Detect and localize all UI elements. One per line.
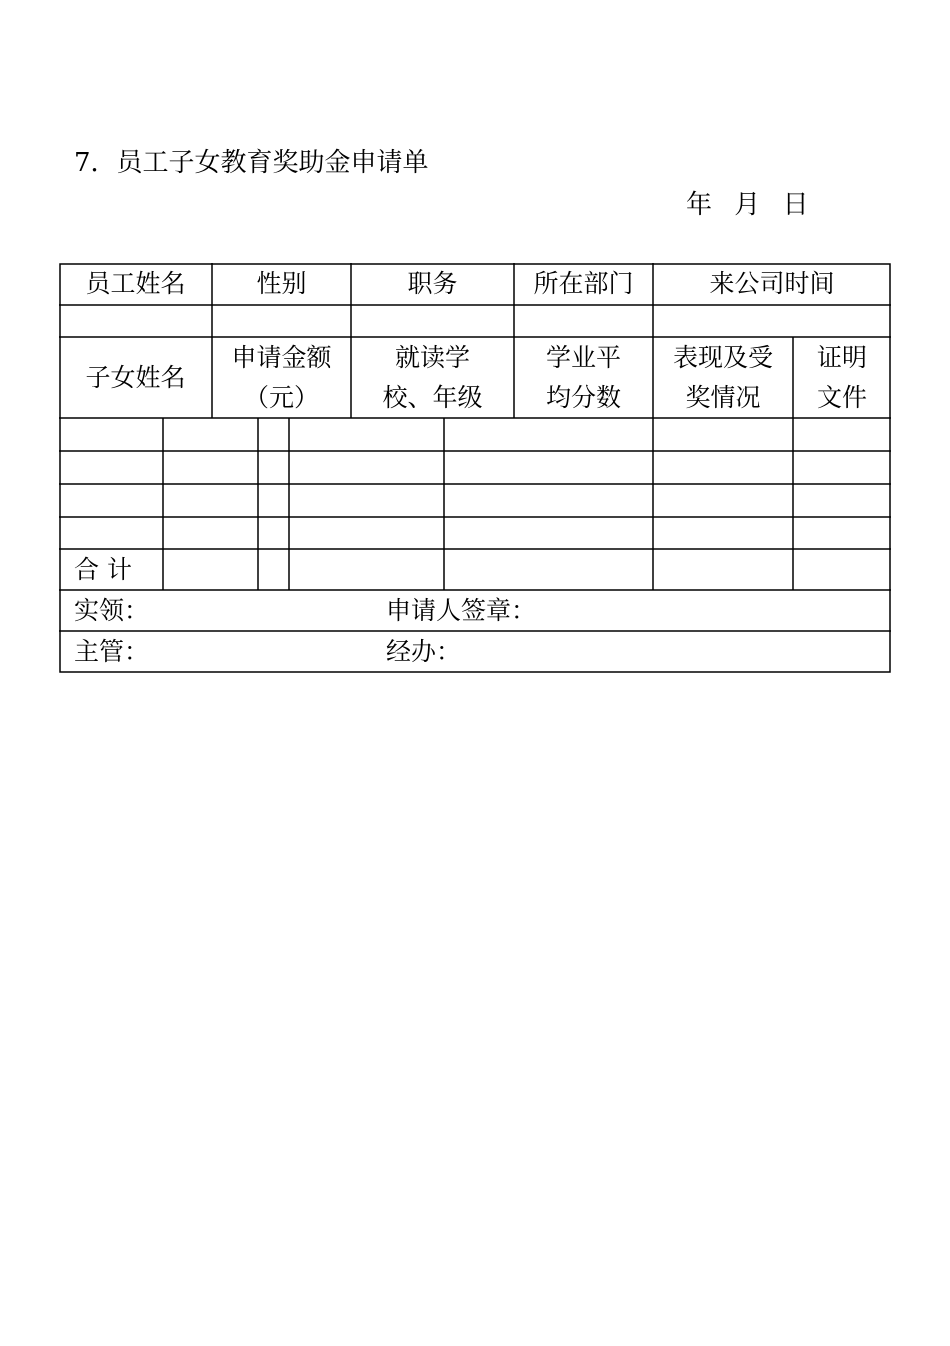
join-date-field[interactable] (653, 305, 891, 337)
child-row-2[interactable] (59, 451, 891, 484)
header-amount (212, 337, 351, 418)
child-row-1[interactable] (59, 418, 891, 451)
header-join-date: 来公司时间 (709, 269, 835, 298)
applicant-signature-label: 申请人签章： (386, 595, 537, 625)
header-school-grade (351, 337, 514, 418)
child-row-4[interactable] (59, 517, 891, 549)
header-awards-line2: 奖情况 (685, 382, 761, 412)
header-child-name: 子女姓名 (85, 362, 186, 392)
received-label: 实领： (74, 595, 150, 625)
header-amount-line1: 申请金额 (231, 342, 332, 372)
date-day-label: 日 (782, 190, 809, 220)
child-row-3[interactable] (59, 484, 891, 517)
header-gpa (514, 337, 653, 418)
header-awards-line1: 表现及受 (672, 342, 773, 372)
header-employee-name: 员工姓名 (85, 269, 186, 298)
header-proof-docs (793, 337, 891, 418)
date-year-label: 年 (686, 190, 713, 220)
header-position: 职务 (407, 269, 458, 298)
form-title: 7．员工子女教育奖助金申请单 (74, 148, 429, 178)
header-school-line1: 就读学 (394, 342, 470, 372)
handler-label: 经办： (386, 636, 462, 666)
header-department: 所在部门 (533, 269, 634, 298)
header-gpa-line2: 均分数 (545, 382, 621, 412)
header-proof-line1: 证明 (816, 342, 867, 372)
position-field[interactable] (351, 305, 514, 337)
header-proof-line2: 文件 (816, 382, 867, 412)
department-field[interactable] (514, 305, 653, 337)
application-form-table (59, 263, 891, 673)
header-school-line2: 校、年级 (382, 382, 483, 412)
header-awards (653, 337, 793, 418)
date-month-label: 月 (734, 190, 761, 220)
employee-name-field[interactable] (59, 305, 212, 337)
header-gpa-line1: 学业平 (545, 342, 621, 372)
total-label: 合 计 (74, 554, 132, 584)
form-date (686, 188, 809, 222)
header-gender: 性别 (256, 269, 307, 298)
supervisor-label: 主管： (74, 636, 150, 666)
header-amount-line2: （元） (243, 382, 319, 412)
gender-field[interactable] (212, 305, 351, 337)
